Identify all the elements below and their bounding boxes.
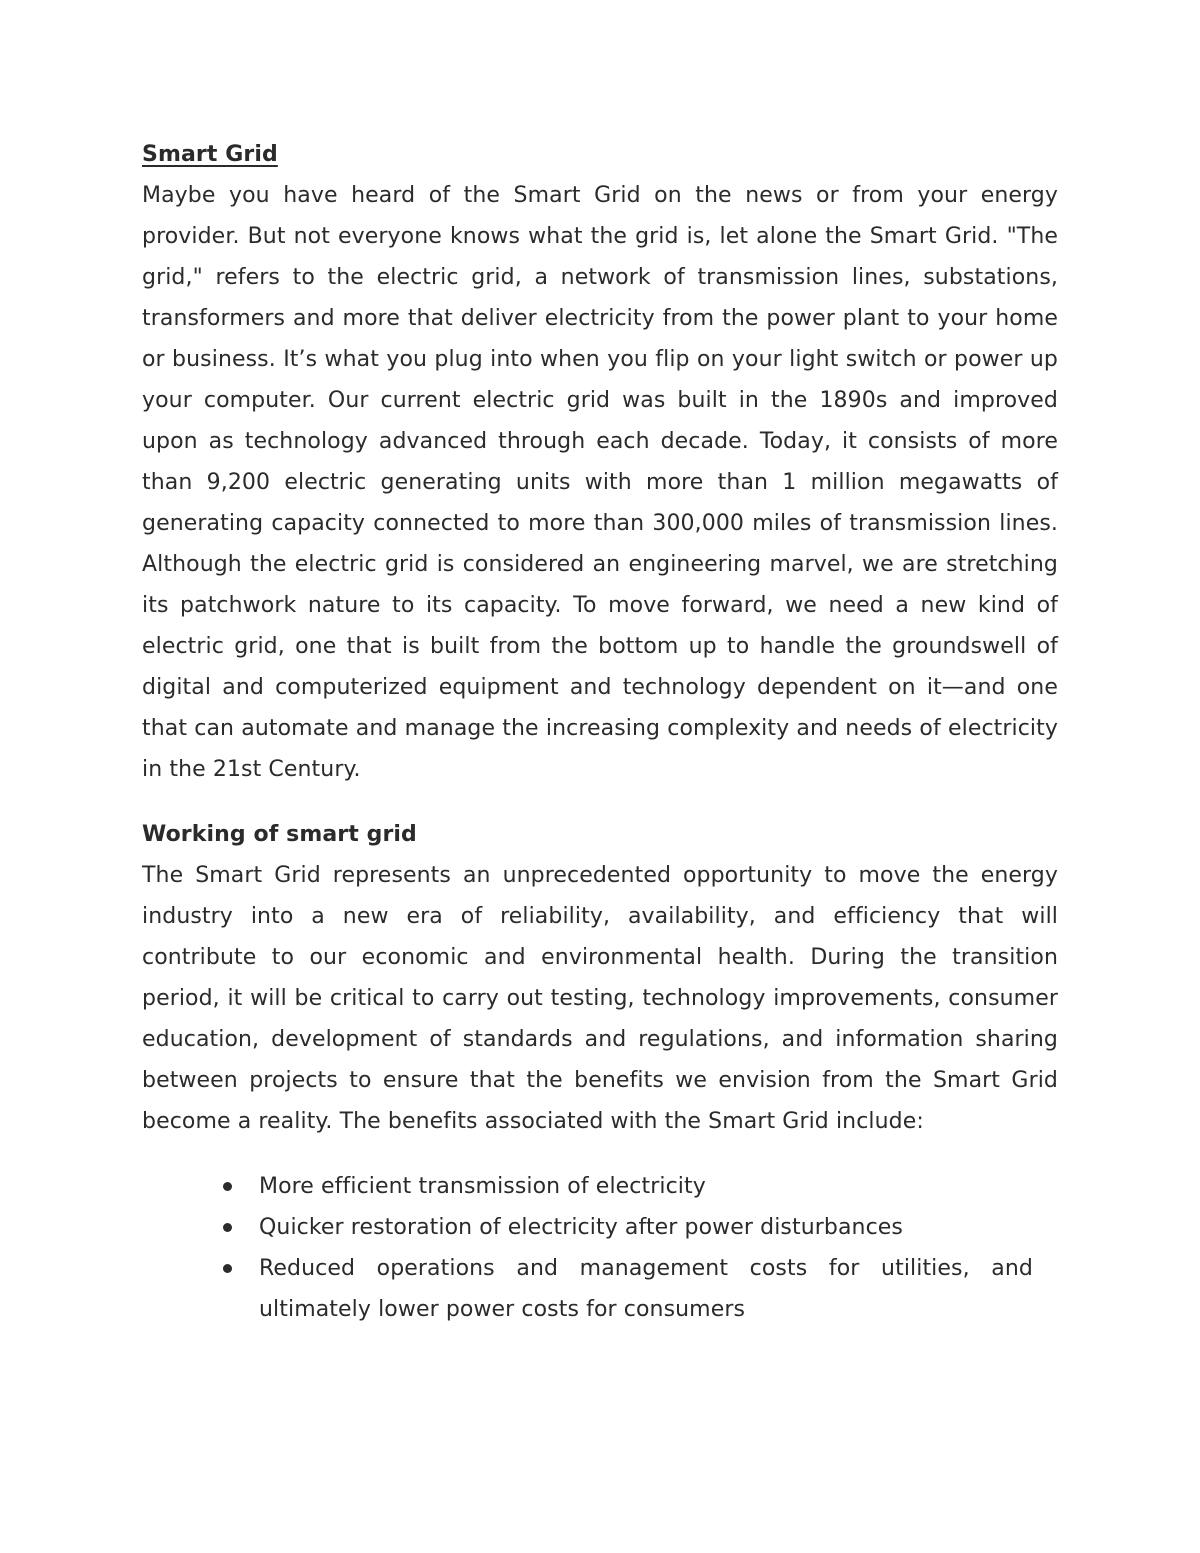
intro-paragraph: Maybe you have heard of the Smart Grid on the news or from your energy provider. But not everyone knows what the grid is, let alone the Smart Grid. "The grid," refers to the electric grid, a network of transmission lines, substations, transformers and more that deliver electricity from the power plant to your home or business. It’s what you plug into when you flip on your light switch or power up your computer. Our current electric grid was built in the 1890s and improved upon as technology advanced through each decade. Today, it consists of more than 9,200 electric generating units with more than 1 million megawatts of generating capacity connected to more than 300,000 miles of transmission lines. Although the electric grid is considered an engineering marvel, we are stretching its patchwork nature to its capacity. To move forward, we need a new kind of electric grid, one that is built from the bottom up to handle the groundswell of digital and computerized equipment and technology dependent on it—and one that can automate and manage the increasing complexity and needs of electricity in the 21st Century. [142, 183, 1058, 782]
list-item-text: Quicker restoration of electricity after power disturbances [259, 1215, 903, 1240]
bullet-icon [223, 1264, 232, 1273]
list-item [142, 1207, 1033, 1248]
document-page [142, 134, 1058, 1330]
list-item [142, 1166, 1033, 1207]
bullet-icon [223, 1223, 232, 1232]
bullet-icon [223, 1182, 232, 1191]
section-heading: Working of smart grid [142, 822, 417, 847]
benefits-list [142, 1166, 1058, 1330]
section-paragraph: The Smart Grid represents an unprecedented opportunity to move the energy industry into a new era of reliability, availability, and efficiency that will contribute to our economic and environmental health. During the transition period, it will be critical to carry out testing, technology improvements, consumer education, development of standards and regulations, and information sharing between projects to ensure that the benefits we envision from the Smart Grid become a reality. The benefits associated with the Smart Grid include: [142, 863, 1058, 1134]
list-item-text: Reduced operations and management costs for utilities, and ultimately lower power costs for consumers [259, 1256, 1033, 1322]
list-item-text: More efficient transmission of electricity [259, 1174, 706, 1199]
document-title: Smart Grid [142, 142, 278, 167]
list-item [142, 1248, 1033, 1330]
